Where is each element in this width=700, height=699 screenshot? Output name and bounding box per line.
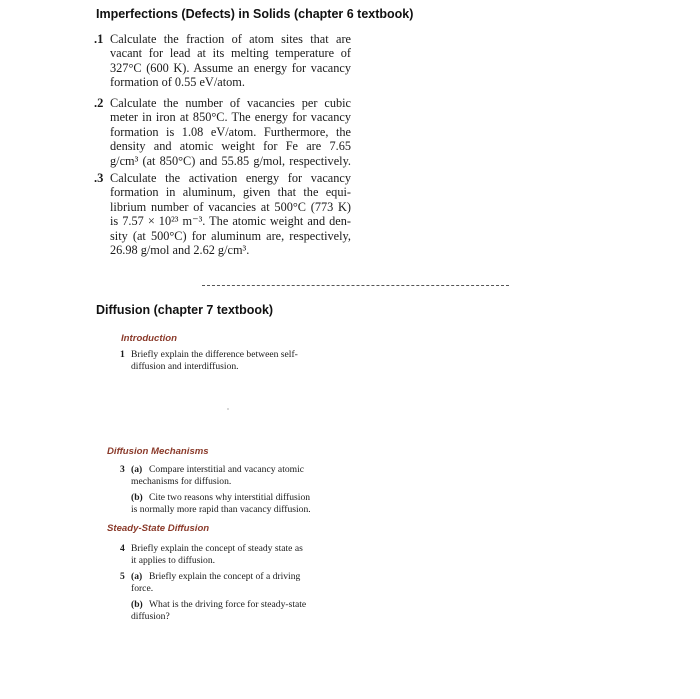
problem-line: 26.98 g/mol and 2.62 g/cm³. — [110, 242, 250, 257]
problem-text — [110, 171, 351, 257]
problem-line: Calculate the fraction of atom sites that are — [110, 32, 351, 46]
section-heading-imperfections: Imperfections (Defects) in Solids (chapter 6 textbook) — [96, 7, 414, 21]
question-1-text — [131, 349, 298, 373]
problem-line: 327°C (600 K). Assume an energy for vacancy — [110, 60, 351, 75]
dashed-divider — [202, 285, 509, 286]
question-4-number — [120, 543, 125, 555]
question-3a-text-cont — [131, 476, 231, 488]
question-number: 1 — [120, 349, 125, 360]
question-1 — [120, 349, 125, 361]
part-label: (b) — [131, 492, 143, 503]
question-line: Compare interstitial and vacancy atomic — [149, 464, 305, 475]
question-3b-text — [149, 492, 310, 504]
question-5b-label — [131, 599, 143, 611]
question-line: is normally more rapid than vacancy diffusion. — [131, 504, 311, 515]
problem-line: formation is 1.08 eV/atom. Furthermore, the — [110, 124, 351, 139]
problem-line: Calculate the number of vacancies per cubic — [110, 96, 351, 110]
problem-line: vacant for lead at its melting temperature of — [110, 46, 351, 61]
question-5a-text-cont — [131, 583, 153, 595]
question-line: Briefly explain the concept of steady state as — [131, 543, 303, 554]
question-line: Cite two reasons why interstitial diffusion — [149, 492, 311, 503]
part-label: (a) — [131, 571, 143, 582]
question-number: 4 — [120, 543, 125, 554]
question-line: it applies to diffusion. — [131, 555, 216, 566]
question-4-text — [131, 543, 303, 567]
subsection-steady-state-diffusion: Steady-State Diffusion — [107, 523, 210, 534]
problem-text — [110, 32, 351, 90]
question-line: diffusion and interdiffusion. — [131, 361, 239, 372]
subsection-introduction: Introduction — [121, 333, 177, 344]
question-number: 3 — [120, 464, 125, 475]
question-5-number — [120, 571, 125, 583]
question-3a-label — [131, 464, 142, 476]
question-line: force. — [131, 583, 154, 594]
problem-number: .2 — [94, 96, 104, 110]
question-line: mechanisms for diffusion. — [131, 476, 232, 487]
question-3b-label — [131, 492, 143, 504]
question-line: Briefly explain the concept of a driving — [149, 571, 301, 582]
question-3b-text-cont — [131, 504, 311, 516]
question-5b-text-cont — [131, 611, 170, 623]
question-number: 5 — [120, 571, 125, 582]
section-heading-diffusion: Diffusion (chapter 7 textbook) — [96, 303, 274, 317]
problem-line: formation of 0.55 eV/atom. — [110, 75, 245, 90]
subsection-diffusion-mechanisms: Diffusion Mechanisms — [107, 446, 209, 457]
question-line: What is the driving force for steady-state — [149, 599, 307, 610]
part-label: (b) — [131, 599, 143, 610]
problem-line: g/cm³ (at 850°C) and 55.85 g/mol, respectively. — [110, 153, 351, 168]
problem-line: librium number of vacancies at 500°C (773 K) — [110, 199, 351, 214]
question-5a-label — [131, 571, 142, 583]
speck — [227, 408, 229, 410]
problem-text — [110, 96, 351, 168]
problem-line: is 7.57 × 10²³ m⁻³. The atomic weight and den- — [110, 214, 351, 229]
question-5b-text — [149, 599, 306, 611]
question-line: diffusion? — [131, 611, 170, 622]
problem-line: Calculate the activation energy for vacancy — [110, 171, 351, 185]
question-3-number — [120, 464, 125, 476]
question-line: Briefly explain the difference between self- — [131, 349, 298, 360]
problem-line: density and atomic weight for Fe are 7.65 — [110, 139, 351, 154]
problem-line: formation in aluminum, given that the equi- — [110, 185, 351, 200]
question-3a-text — [149, 464, 304, 476]
problem-line: meter in iron at 850°C. The energy for vacancy — [110, 110, 351, 125]
part-label: (a) — [131, 464, 143, 475]
problem-number: .1 — [94, 32, 104, 46]
problem-number: .3 — [94, 171, 104, 185]
question-5a-text — [149, 571, 300, 583]
problem-line: sity (at 500°C) for aluminum are, respectively, — [110, 228, 351, 243]
